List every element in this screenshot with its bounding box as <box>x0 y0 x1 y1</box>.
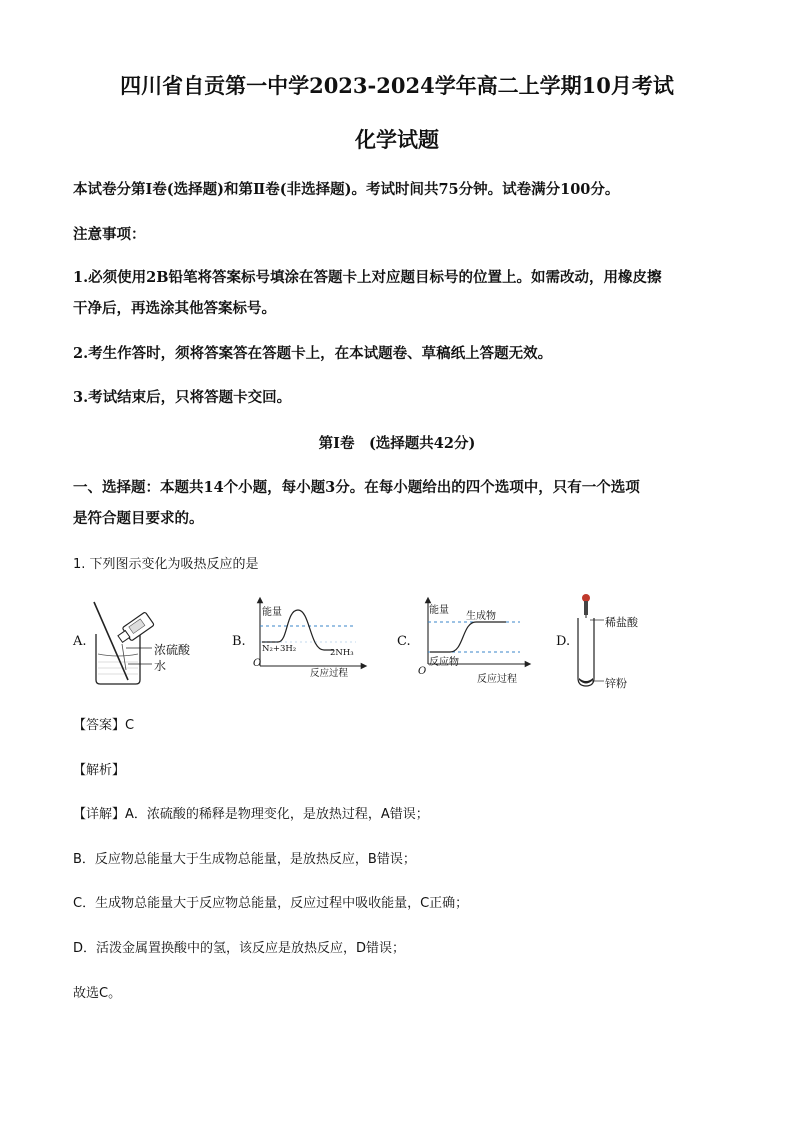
option-c-origin: O <box>418 666 427 677</box>
answer-line: 【答案】C <box>73 718 135 733</box>
option-c-reactants-label: 反应物 <box>429 657 459 668</box>
section-1-line-1: 一、选择题：本题共14个小题，每小题3分。在每小题给出的四个选项中，只有一个选项 <box>73 479 640 496</box>
option-b-products-label: 2NH₃ <box>330 648 354 658</box>
detail-option-d: D．活泼金属置换酸中的氢，该反应是放热反应，D错误； <box>73 941 406 956</box>
section-1-line-2: 是符合题目要求的。 <box>73 510 204 527</box>
option-a-label: A. <box>73 634 87 649</box>
option-a-water-label: 水 <box>154 659 167 673</box>
notice-item-1-line-2: 干净后，再选涂其他答案标号。 <box>73 300 276 317</box>
notice-heading: 注意事项： <box>73 226 146 243</box>
intro-text: 本试卷分第Ⅰ卷(选择题)和第Ⅱ卷(非选择题)。考试时间共75分钟。试卷满分100分。 <box>73 181 620 198</box>
notice-item-1-line-1: 1.必须使用2B铅笔将答案标号填涂在答题卡上对应题目标号的位置上。如需改动，用橡皮擦 <box>73 269 662 286</box>
option-c-products-label: 生成物 <box>466 611 496 622</box>
analysis-heading: 【解析】 <box>73 763 126 778</box>
option-d-acid-label: 稀盐酸 <box>605 616 638 629</box>
notice-item-3: 3.考试结束后，只将答题卡交回。 <box>73 389 292 406</box>
detail-option-a: 【详解】A．浓硫酸的稀释是物理变化，是放热过程，A错误； <box>73 807 429 822</box>
option-d-label: D. <box>556 634 571 649</box>
option-d-metal-label: 锌粉 <box>605 677 627 690</box>
exam-subtitle: 化学试题 <box>355 127 439 152</box>
detail-option-c: C．生成物总能量大于反应物总能量，反应过程中吸收能量，C正确； <box>73 896 469 911</box>
option-b-reactants-label: N₂+3H₂ <box>262 644 297 654</box>
notice-item-2: 2.考生作答时，须将答案答在答题卡上，在本试题卷、草稿纸上答题无效。 <box>73 345 553 362</box>
option-b-y-axis-label: 能量 <box>262 607 282 618</box>
option-c-y-axis-label: 能量 <box>429 605 449 616</box>
option-b-origin: O <box>253 658 262 669</box>
option-c-label: C. <box>397 634 411 649</box>
exam-title: 四川省自贡第一中学2023-2024学年高二上学期10月考试 <box>120 73 674 98</box>
question-1-stem: 1. 下列图示变化为吸热反应的是 <box>73 557 259 572</box>
option-c-x-axis-label: 反应过程 <box>477 674 517 685</box>
part-1-heading: 第Ⅰ卷 (选择题共42分) <box>318 435 476 452</box>
conclusion-line: 故选C。 <box>73 986 122 1001</box>
option-b-label: B. <box>232 634 246 649</box>
detail-option-b: B．反应物总能量大于生成物总能量，是放热反应，B错误； <box>73 852 416 867</box>
option-a-acid-label: 浓硫酸 <box>154 643 191 657</box>
option-b-x-axis-label: 反应过程 <box>310 668 349 679</box>
